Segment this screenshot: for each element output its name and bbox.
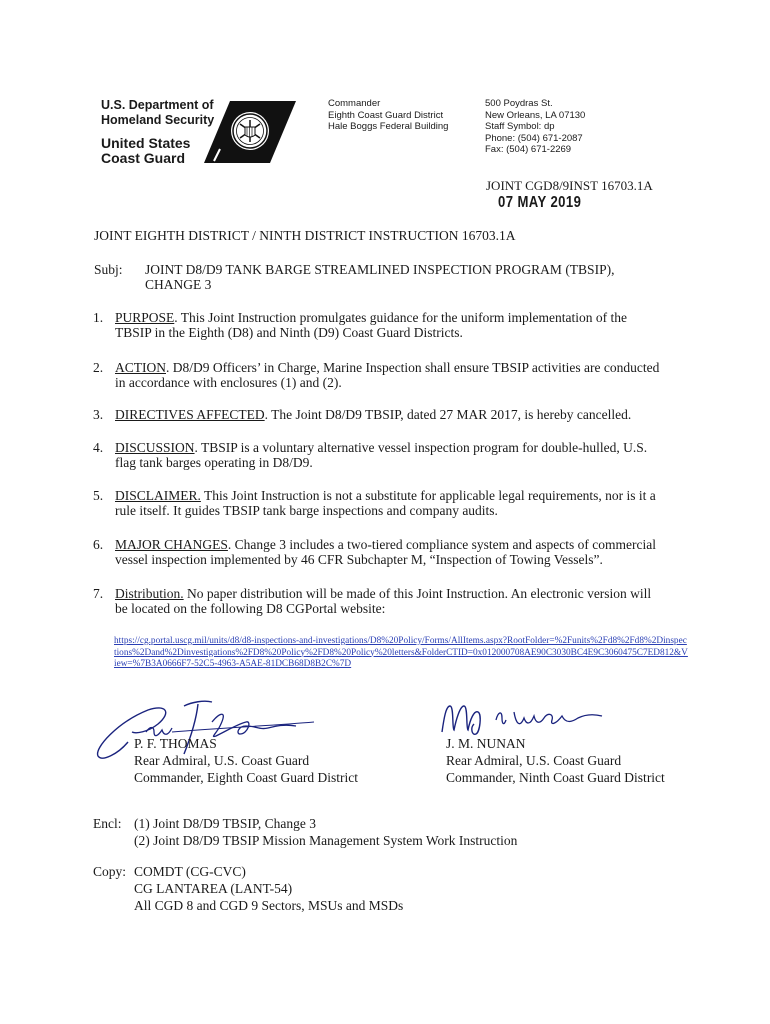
list-item: COMDT (CG-CVC) — [134, 864, 246, 879]
instruction-number: JOINT CGD8/9INST 16703.1A — [486, 178, 653, 193]
subject-text: JOINT D8/D9 TANK BARGE STREAMLINED INSPECTION PROGRAM (TBSIP), CHANGE 3 — [145, 262, 615, 292]
department-name: U.S. Department of Homeland Security — [101, 98, 215, 127]
contact-address-block: 500 Poydras St. New Orleans, LA 07130 Staff Symbol: dp Phone: (504) 671-2087 Fax: (504) 671-2269 — [485, 98, 586, 155]
copy-list — [134, 863, 403, 914]
nunan-signature-icon — [436, 698, 606, 740]
portal-link[interactable]: https://cg.portal.uscg.mil/units/d8/d8-inspections-and-investigations/D8%20Policy/Forms/AllItems.aspx?RootFolder=%2Funits%2Fd8%2Fd8%2Dinspections%2Dand%2Dinvestigations%2FD8%20Policy%2FD8%20Policy%20letters&FolderCTID=0x012000708AE90C3030BC4E9C3060475C7ED812&View=%7B3A0666F7-52C5-4963-A5AE-81DCB68D8B2C%7D — [114, 636, 688, 669]
enclosures-label: Encl: — [93, 816, 122, 831]
commander-address-block: Commander Eighth Coast Guard District Hale Boggs Federal Building — [328, 98, 449, 132]
signature-block-nunan: J. M. NUNAN Rear Admiral, U.S. Coast Guard Commander, Ninth Coast Guard District — [446, 736, 665, 785]
signature-block-thomas: P. F. THOMAS Rear Admiral, U.S. Coast Guard Commander, Eighth Coast Guard District — [134, 736, 359, 785]
enclosures-list — [134, 815, 517, 849]
date-stamp: 07 MAY 2019 — [498, 194, 582, 211]
copy-label: Copy: — [93, 864, 127, 879]
list-item: CG LANTAREA (LANT-54) — [134, 881, 293, 896]
agency-name: United States Coast Guard — [101, 135, 191, 166]
subject-label: Subj: — [94, 262, 123, 277]
document-title: JOINT EIGHTH DISTRICT / NINTH DISTRICT INSTRUCTION 16703.1A — [94, 228, 516, 243]
list-item: All CGD 8 and CGD 9 Sectors, MSUs and MSDs — [134, 898, 404, 913]
list-item: (2) Joint D8/D9 TBSIP Mission Management System Work Instruction — [134, 833, 518, 848]
coast-guard-emblem-icon — [204, 99, 296, 165]
list-item: (1) Joint D8/D9 TBSIP, Change 3 — [134, 816, 317, 831]
